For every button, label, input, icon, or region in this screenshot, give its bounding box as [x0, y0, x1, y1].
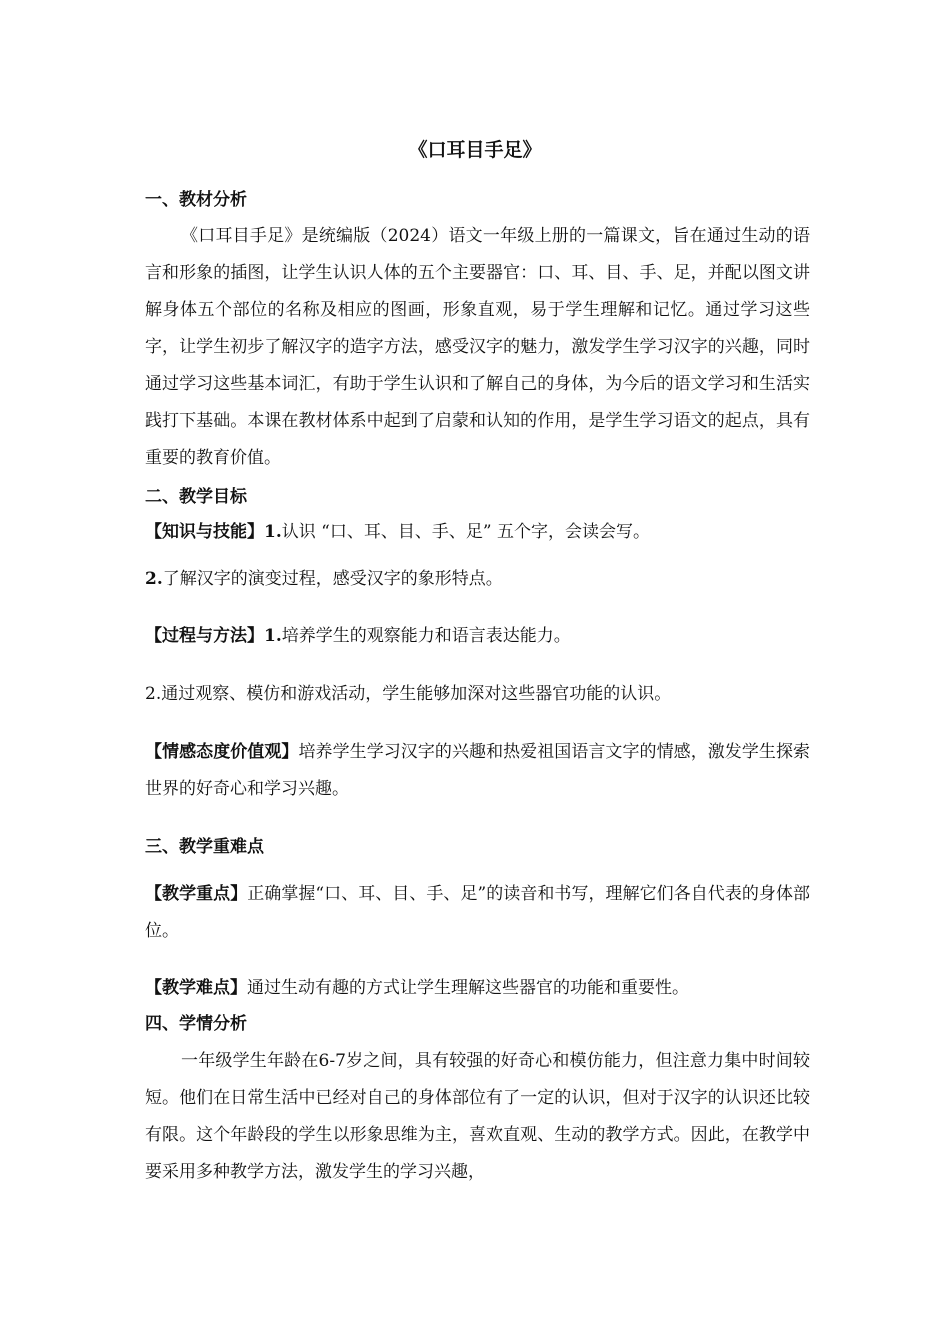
process-method-label: 【过程与方法】	[145, 626, 264, 646]
teaching-key-label: 【教学重点】	[145, 884, 248, 904]
emotion-values-label: 【情感态度价值观】	[145, 742, 299, 762]
document-title: 《口耳目手足》	[408, 139, 542, 161]
process-method-item-2: 2.通过观察、模仿和游戏活动，学生能够加深对这些器官功能的认识。	[145, 684, 672, 704]
section-heading-teaching-goals: 二、教学目标	[145, 487, 247, 507]
knowledge-skills-label: 【知识与技能】	[145, 522, 264, 542]
process-method-item-1	[145, 618, 810, 655]
item-number: 1.	[264, 522, 282, 542]
knowledge-skills-item-2	[145, 561, 810, 598]
item-number: 2.	[145, 569, 163, 589]
knowledge-skills-text-1: 认识 “口、耳、目、手、足” 五个字，会读会写。	[281, 522, 650, 542]
emotion-values-paragraph	[145, 734, 810, 808]
student-analysis-paragraph: 一年级学生年龄在6-7岁之间，具有较强的好奇心和模仿能力，但注意力集中时间较短。他们在日常生活中已经对自己的身体部位有了一定的认识，但对于汉字的认识还比较有限。这个年龄段的学生以形象思维为主，喜欢直观、生动的教学方式。因此，在教学中要采用多种教学方法，激发学生的学习兴趣，	[145, 1051, 810, 1182]
textbook-analysis-paragraph: 《口耳目手足》是统编版（2024）语文一年级上册的一篇课文，旨在通过生动的语言和形象的插图，让学生认识人体的五个主要器官：口、耳、目、手、足，并配以图文讲解身体五个部位的名称及相应的图画，形象直观，易于学生理解和记忆。通过学习这些字，让学生初步了解汉字的造字方法，感受汉字的魅力，激发学生学习汉字的兴趣，同时通过学习这些基本词汇，有助于学生认识和了解自己的身体，为今后的语文学习和生活实践打下基础。本课在教材体系中起到了启蒙和认知的作用，是学生学习语文的起点，具有重要的教育价值。	[145, 226, 810, 468]
knowledge-skills-item-1	[145, 514, 810, 551]
item-number: 1.	[264, 626, 282, 646]
teaching-key-text: 正确掌握“口、耳、目、手、足”的读音和书写，理解它们各自代表的身体部位。	[145, 884, 810, 941]
process-method-text-1: 培养学生的观察能力和语言表达能力。	[281, 626, 571, 646]
teaching-key-paragraph	[145, 876, 810, 950]
emotion-values-text: 培养学生学习汉字的兴趣和热爱祖国语言文字的情感，激发学生探索世界的好奇心和学习兴趣。	[145, 742, 811, 799]
teaching-difficulty-text: 通过生动有趣的方式让学生理解这些器官的功能和重要性。	[247, 978, 689, 998]
section-heading-student-analysis: 四、学情分析	[145, 1014, 247, 1034]
section-heading-key-difficult-points: 三、教学重难点	[145, 837, 264, 857]
knowledge-skills-text-2: 了解汉字的演变过程，感受汉字的象形特点。	[162, 569, 503, 589]
teaching-difficulty-label: 【教学难点】	[145, 978, 247, 998]
section-heading-textbook-analysis: 一、教材分析	[145, 190, 247, 210]
teaching-difficulty-paragraph	[145, 970, 810, 1007]
